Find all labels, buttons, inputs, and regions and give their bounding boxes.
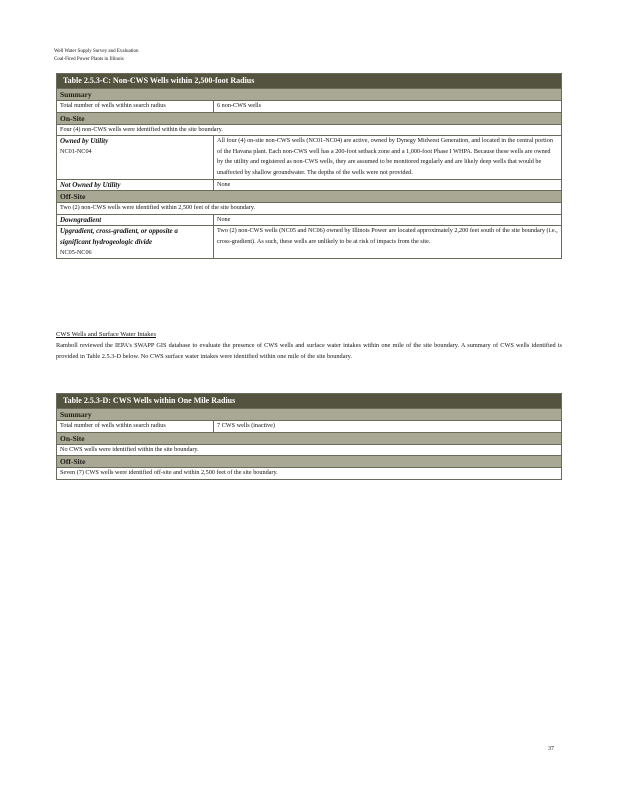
owned-wells-description: All four (4) on-site non-CWS wells (NC01-NC04) are active, owned by Dynegy Midwest Generation, and located in the central portion of the Havana plant. Each non-CWS well has a 200-foot setback zone and a 1,000-foot Phase I WHPA. Because these wells are owned by the utility and registered as non-CWS wells, they are assumed to be monitored regularly and are likely deep wells that would be unaffected by shallow groundwater. The depths of the wells were not provided. [214, 136, 562, 179]
table-d-offsite-text: Seven (7) CWS wells were identified off-site and within 2,500 feet of the site boundary. [57, 468, 562, 480]
intakes-paragraph: Ramboll reviewed the IEPA's SWAPP GIS database to evaluate the presence of CWS wells and surface water intakes within one mile of the site boundary. A summary of CWS wells identified is provided in Table 2.5.3-D below. No CWS surface water intakes were identified within one mile of the site boundary. [56, 342, 562, 360]
running-header [54, 48, 139, 64]
downgradient-label: Downgradient [57, 214, 214, 226]
header-line-2: Coal-Fired Power Plants in Illinois [54, 57, 124, 62]
table-c-onsite-band: On-Site [57, 112, 562, 124]
owned-by-utility-label: Owned by Utility [60, 137, 109, 146]
upgradient-description: Two (2) non-CWS wells (NC05 and NC06) owned by Illinois Power are located approximately 2,200 feet south of the site boundary (i.e., cross-gradient). As such, these wells are unlikely to be at risk of impacts from the site. [214, 226, 562, 259]
not-owned-by-utility-label: Not Owned by Utility [57, 179, 214, 191]
table-c-owned-cell [57, 136, 214, 179]
table-c-total-value: 6 non-CWS wells [214, 101, 562, 113]
table-c-summary-band: Summary [57, 89, 562, 101]
table-d-total-label: Total number of wells within search radius [57, 421, 214, 433]
table-c-onsite-text: Four (4) non-CWS wells were identified within the site boundary. [57, 124, 562, 136]
table-d-title: Table 2.5.3-D: CWS Wells within One Mile Radius [57, 394, 562, 409]
table-cws-wells [56, 393, 562, 480]
table-c-total-label: Total number of wells within search radius [57, 101, 214, 113]
table-c-offsite-band: Off-Site [57, 191, 562, 203]
table-d-summary-band: Summary [57, 409, 562, 421]
header-line-1: Well Water Supply Survey and Evaluation [54, 49, 139, 54]
not-owned-value: None [214, 179, 562, 191]
table-d-offsite-band: Off-Site [57, 456, 562, 468]
downgradient-value: None [214, 214, 562, 226]
table-c-title: Table 2.5.3-C: Non-CWS Wells within 2,500-foot Radius [57, 74, 562, 89]
intakes-heading: CWS Wells and Surface Water Intakes [56, 331, 156, 338]
table-d-onsite-band: On-Site [57, 432, 562, 444]
table-non-cws-wells [56, 73, 562, 259]
upgradient-label: Upgradient, cross-gradient, or opposite a significant hydrogeologic divide [60, 227, 178, 246]
page-number: 37 [548, 746, 554, 752]
owned-well-ids: NC01-NC04 [60, 147, 92, 155]
upgradient-well-ids: NC05-NC06 [60, 248, 92, 256]
table-d-onsite-text: No CWS wells were identified within the site boundary. [57, 444, 562, 456]
table-c-offsite-text: Two (2) non-CWS wells were identified within 2,500 feet of the site boundary. [57, 203, 562, 215]
table-c-upgradient-cell [57, 226, 214, 259]
table-d-total-value: 7 CWS wells (inactive) [214, 421, 562, 433]
